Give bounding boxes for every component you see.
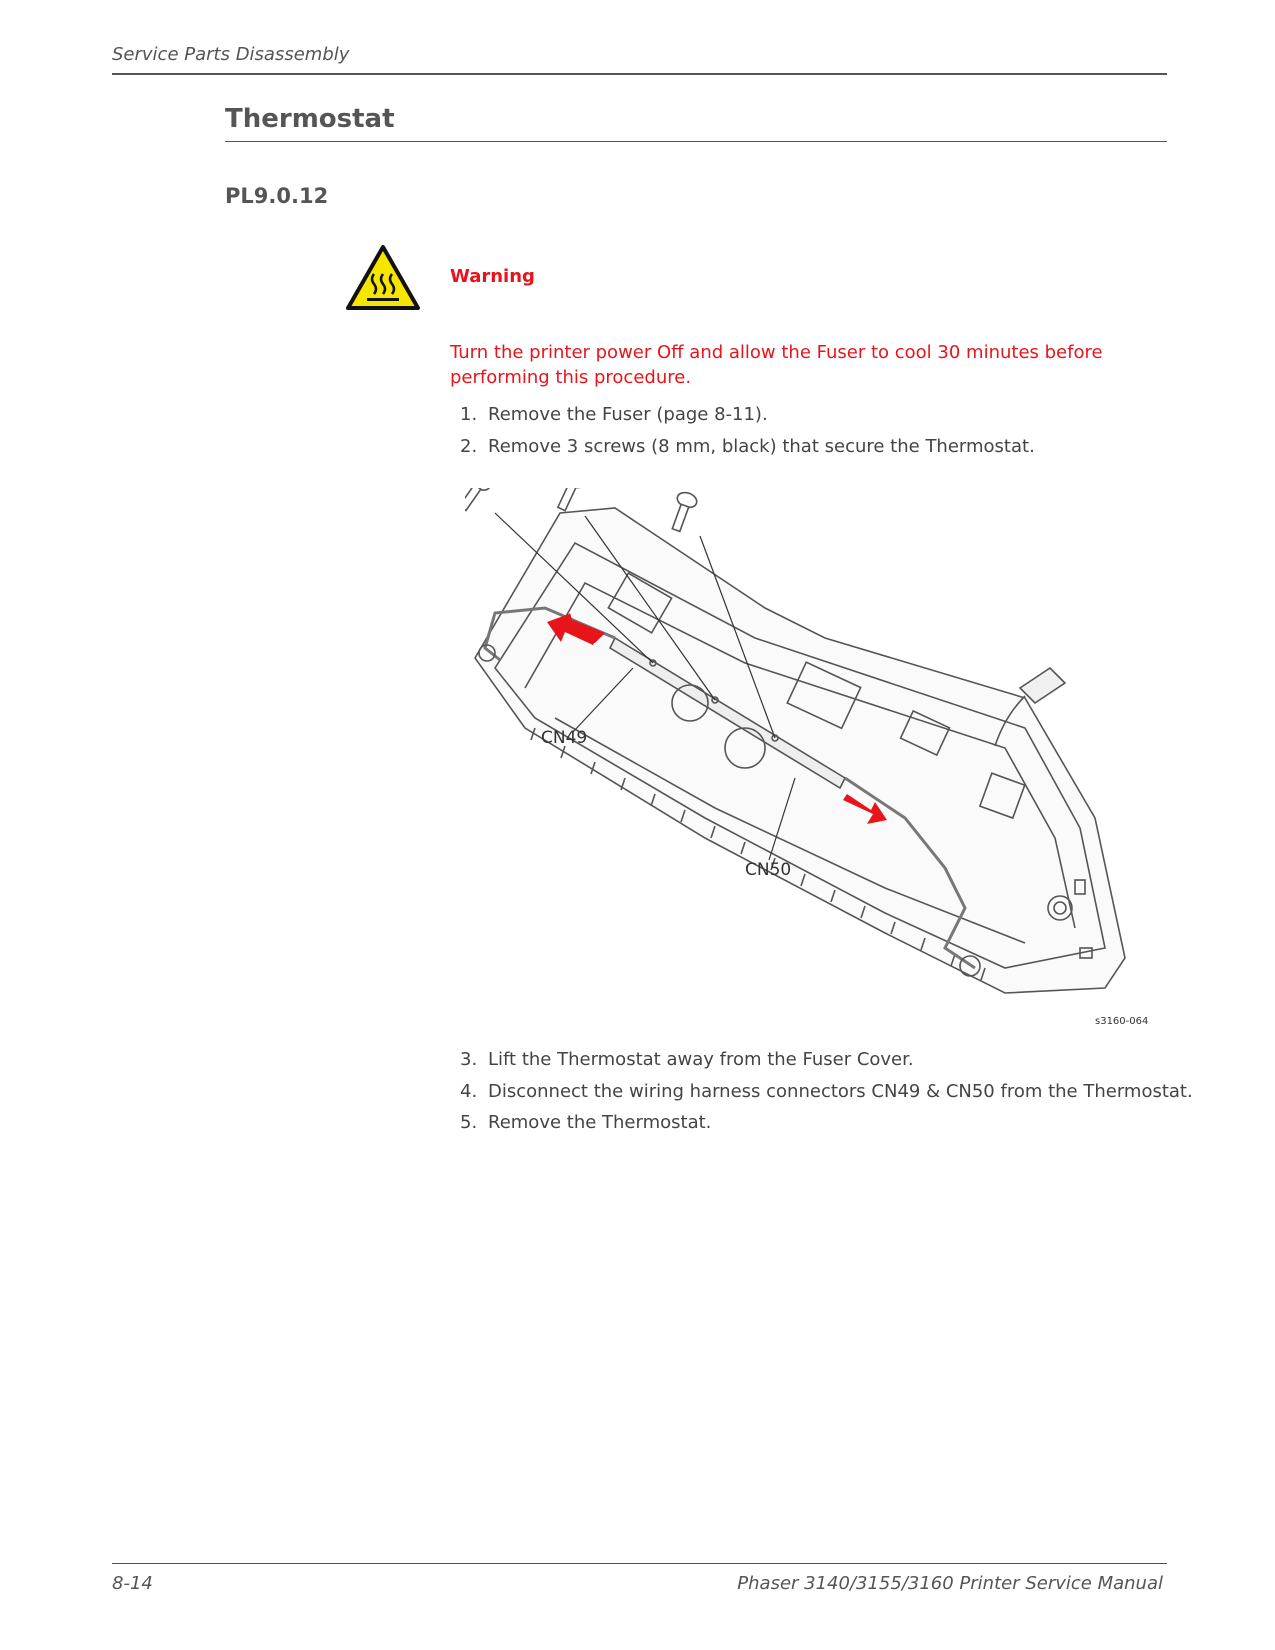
manual-title: Phaser 3140/3155/3160 Printer Service Manual (737, 1573, 1163, 1594)
page-number: 8-14 (112, 1573, 153, 1594)
figure-id: s3160-064 (1095, 1016, 1149, 1027)
running-header: Service Parts Disassembly (112, 44, 350, 65)
step-number: 1. (460, 404, 478, 425)
step-number: 4. (460, 1080, 478, 1102)
step-item (460, 404, 1035, 436)
cn49-label: CN49 (541, 728, 588, 748)
cn50-label: CN50 (745, 860, 792, 880)
footer-rule (112, 1563, 1167, 1564)
section-title: Thermostat (225, 104, 395, 134)
step-text: Remove the Fuser (page 8-11). (488, 404, 768, 425)
step-item (460, 436, 1035, 468)
step-item (460, 1081, 1193, 1113)
step-text: Lift the Thermostat away from the Fuser Cover. (488, 1049, 914, 1070)
step-item (460, 1049, 1193, 1081)
step-text: Disconnect the wiring harness connectors CN49 & CN50 from the Thermostat. (488, 1080, 1193, 1102)
step-number: 2. (460, 435, 478, 457)
header-rule (112, 73, 1167, 75)
step-number: 5. (460, 1112, 478, 1133)
warning-heading: Warning (450, 266, 535, 287)
step-item (460, 1112, 1193, 1144)
step-number: 3. (460, 1049, 478, 1070)
step-text: Remove 3 screws (8 mm, black) that secure the Thermostat. (488, 435, 1035, 457)
part-list-id: PL9.0.12 (225, 184, 329, 208)
title-rule (225, 141, 1167, 142)
hot-surface-warning-icon (345, 244, 421, 312)
fuser-thermostat-figure (465, 488, 1155, 1028)
step-text: Remove the Thermostat. (488, 1112, 712, 1133)
warning-text: Turn the printer power Off and allow the Fuser to cool 30 minutes before performing this procedure. (450, 342, 1103, 388)
procedure-steps-part-1 (460, 404, 1035, 467)
procedure-steps-part-2 (460, 1049, 1193, 1144)
